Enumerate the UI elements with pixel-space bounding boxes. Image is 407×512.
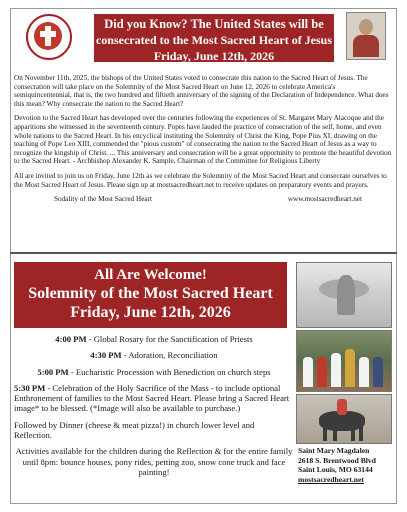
- article-paragraph-3: All are invited to join us on Friday, June 12th as we celebrate the Solemnity of the Most Sacred Heart and consecrate ourselves to the Most Sacred Heart of Jesus. Please sign up at mostsacredheart.net to receive updates on preparatory events and prayers.: [14, 171, 387, 189]
- activities-note: Activities available for the children during the Reflection & for the entire family until 8pm: bounce houses, pony rides, petting zoo, snow cone truck and face painting!: [15, 446, 293, 477]
- signature-row: [14, 195, 392, 204]
- welcome-heading: All Are Welcome!: [94, 267, 207, 283]
- consecration-date: Friday, June 12th, 2026: [153, 49, 275, 63]
- sacred-heart-seal-icon: [26, 14, 72, 60]
- event-date: Friday, June 12th, 2026: [70, 304, 231, 321]
- article-paragraph-2: Devotion to the Sacred Heart has developed over the centuries following the experiences of St. Margaret Mary Alacoque and the apparitions she witnessed in the seventeenth century. Popes have lauded the practice of consecration of the self, home, and even whole nations to the Sacred Heart. In his encyclical instituting the Solemnity of Christ the King, Pope Pius XI, drawing on the teaching of Pope Leo XIII, commended the "pious custom" of consecrating the nation to the Sacred Heart of Jesus as a way to recognize the kingship of Christ. ... This anniversary and consecration will be a great opportunity to promote the beautiful devotion to the Sacred Heart. - Archbishop Alexander K. Sample, Chairman of the Committee for Religious Liberty: [14, 114, 392, 166]
- article-text: [14, 74, 392, 204]
- did-you-know-label: Did you Know?: [104, 17, 188, 31]
- event-banner: [14, 262, 287, 328]
- top-header: [22, 12, 392, 66]
- article-paragraph-1: On November 11th, 2025, the bishops of the United States voted to consecrate this nation to the Sacred Heart of Jesus. The consecration will take place on the Solemnity of the Most Sacred Heart on June 12, 2026 to celebrate America's semiquincentennial, that is, the two hundred and fiftieth anniversary of the signing of the Declaration of Independence. What does this mean? Why consecrate the nation to the Sacred Heart?: [14, 74, 389, 108]
- consecration-line: consecrated to the Most Sacred Heart of Jesus: [95, 33, 333, 47]
- website-link[interactable]: www.mostsacredheart.net: [287, 195, 362, 204]
- sacred-heart-portrait-image: [346, 12, 386, 60]
- parish-name: Saint Mary Magdalen: [298, 446, 370, 455]
- parish-street: 2618 S. Brentwood Blvd: [298, 455, 376, 465]
- parish-address: [298, 446, 392, 484]
- parish-city: Saint Louis, MO 63144: [298, 465, 373, 475]
- event-title: Solemnity of the Most Sacred Heart: [28, 285, 273, 302]
- schedule-item: 4:00 PM - Global Rosary for the Sanctification of Priests: [55, 334, 253, 344]
- sodality-signature: Sodality of the Most Sacred Heart: [54, 195, 153, 204]
- schedule-item: 5:30 PM - Celebration of the Holy Sacrifice of the Mass - to include optional Enthronement of families to the Most Sacred Heart. Please bring a Sacred Heart image* to be blessed. (*Image will also be available to purchase.): [14, 382, 290, 414]
- parish-website-link[interactable]: mostsacredheart.net: [298, 474, 364, 484]
- statue-photo: [296, 262, 392, 328]
- event-schedule: [14, 334, 294, 483]
- schedule-item: 5:00 PM - Eucharistic Procession with Benediction on church steps: [37, 366, 271, 377]
- schedule-item: 4:30 PM - Adoration, Reconciliation: [90, 350, 218, 361]
- dinner-note: Followed by Dinner (cheese & meat pizza!) in church lower level and Reflection.: [14, 419, 255, 441]
- section-divider: [10, 252, 397, 254]
- pony-ride-photo: [296, 394, 392, 444]
- procession-photo: [296, 330, 392, 392]
- did-you-know-banner: Did you Know? The United States will be consecrated to the Most Sacred Heart of Jesus Friday, June 12th, 2026: [94, 14, 334, 62]
